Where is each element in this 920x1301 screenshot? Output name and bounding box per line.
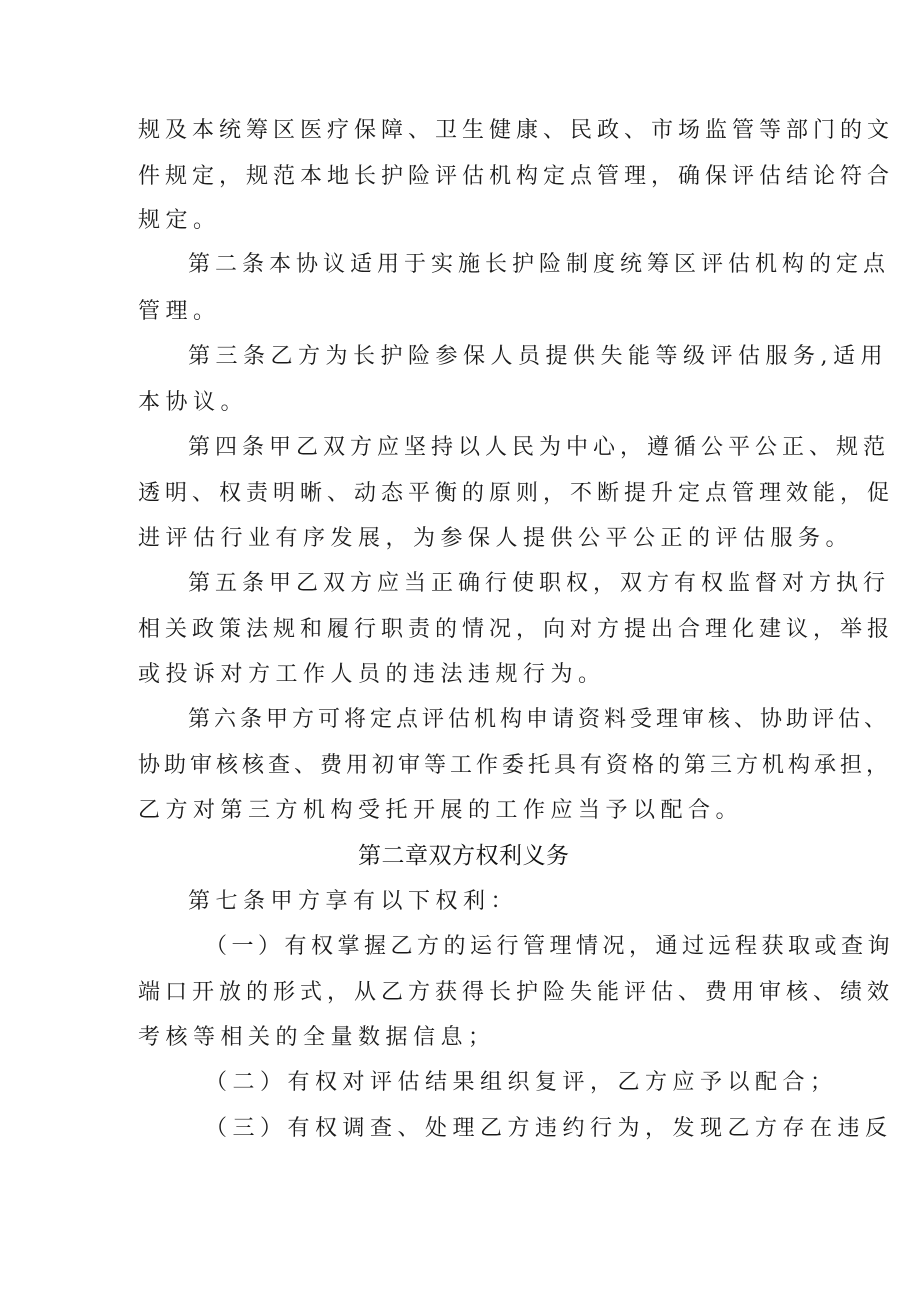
text-line-1: 规及本统筹区医疗保障、卫生健康、民政、市场监管等部门的文 xyxy=(138,118,895,143)
text-line-20: 端口开放的形式，从乙方获得长护险失能评估、费用审核、绩效 xyxy=(138,980,895,1005)
text-line-7: 本协议。 xyxy=(138,390,249,415)
text-line-8: 第四条甲乙双方应坚持以人民为中心，遵循公平公正、规范 xyxy=(188,435,891,460)
text-line-5: 管理。 xyxy=(138,299,221,324)
text-line-4: 第二条本协议适用于实施长护险制度统筹区评估机构的定点 xyxy=(188,252,891,277)
text-line-13: 或投诉对方工作人员的违法违规行为。 xyxy=(138,662,606,687)
text-line-10: 进评估行业有序发展，为参保人提供公平公正的评估服务。 xyxy=(138,526,854,551)
text-line-6: 第三条乙方为长护险参保人员提供失能等级评估服务,适用 xyxy=(188,344,888,369)
text-line-22: （二）有权对评估结果组织复评，乙方应予以配合； xyxy=(205,1070,838,1095)
text-line-19: （一）有权掌握乙方的运行管理情况，通过远程获取或查询 xyxy=(205,934,895,959)
text-line-18: 第七条甲方享有以下权利： xyxy=(188,889,519,914)
text-line-16: 乙方对第三方机构受托开展的工作应当予以配合。 xyxy=(138,798,744,823)
text-line-3: 规定。 xyxy=(138,208,221,233)
text-line-23: （三）有权调查、处理乙方违约行为，发现乙方存在违反 xyxy=(205,1116,893,1141)
text-line-14: 第六条甲方可将定点评估机构申请资料受理审核、协助评估、 xyxy=(188,707,891,732)
text-line-12: 相关政策法规和履行职责的情况，向对方提出合理化建议，举报 xyxy=(138,617,895,642)
text-line-15: 协助审核核查、费用初审等工作委托具有资格的第三方机构承担， xyxy=(138,753,893,778)
chapter-heading: 第二章双方权利义务 xyxy=(358,843,570,869)
text-line-2: 件规定，规范本地长护险评估机构定点管理，确保评估结论符合 xyxy=(138,164,895,189)
text-line-11: 第五条甲乙双方应当正确行使职权，双方有权监督对方执行 xyxy=(188,571,891,596)
text-line-21: 考核等相关的全量数据信息； xyxy=(138,1025,496,1050)
text-line-9: 透明、权责明晰、动态平衡的原则，不断提升定点管理效能，促 xyxy=(138,481,895,506)
